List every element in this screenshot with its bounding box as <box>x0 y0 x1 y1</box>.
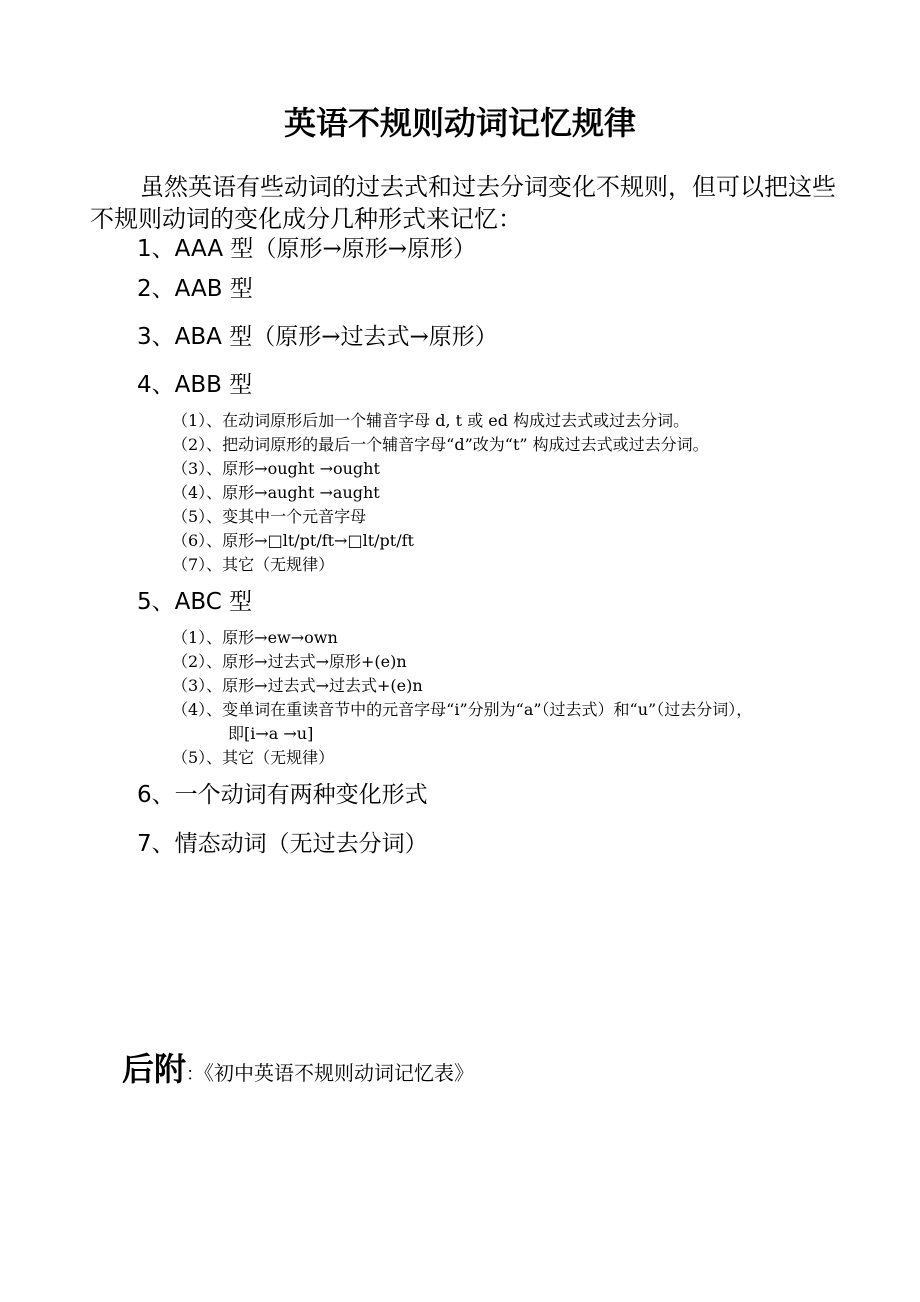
intro-paragraph <box>90 171 850 235</box>
abb-item-7: （7）、其它（无规律） <box>172 555 335 574</box>
type-label: 2、AAB 型 <box>137 276 253 302</box>
abb-item-5: （5）、变其中一个元音字母 <box>172 507 367 526</box>
type-aaa <box>137 234 476 264</box>
abb-item-6: （6）、原形→□lt/pt/ft→□lt/pt/ft <box>172 531 414 550</box>
type-label: 7、情态动词（无过去分词） <box>137 831 428 857</box>
type-abc <box>137 587 252 617</box>
abc-item-4: （4）、变单词在重读音节中的元音字母“i”分别为“a”（过去式）和“u”（过去分词）， <box>172 700 753 719</box>
type-label: 1、AAA 型 <box>137 236 254 262</box>
type-two-forms <box>137 780 428 810</box>
appendix-lead: 后附 <box>122 1050 187 1088</box>
type-label: 5、ABC 型 <box>137 589 253 615</box>
abb-item-2: （2）、把动词原形的最后一个辅音字母“d”改为“t” 构成过去式或过去分词。 <box>172 435 709 454</box>
type-label: 6、一个动词有两种变化形式 <box>137 782 428 808</box>
abc-item-2: （2）、原形→过去式→原形+(e)n <box>172 652 407 671</box>
abb-item-1: （1）、在动词原形后加一个辅音字母 d, t 或 ed 构成过去式或过去分词。 <box>172 411 690 430</box>
type-label: 3、ABA 型 <box>137 324 253 350</box>
abc-item-3: （3）、原形→过去式→过去式+(e)n <box>172 676 423 695</box>
abc-item-1: （1）、原形→ew→own <box>172 628 338 647</box>
type-modal <box>137 829 428 859</box>
abb-item-4: （4）、原形→aught →aught <box>172 483 380 502</box>
page-title: 英语不规则动词记忆规律 <box>283 104 636 142</box>
type-note: （原形→原形→原形） <box>253 236 476 262</box>
appendix-book-title: 《初中英语不规则动词记忆表》 <box>204 1061 475 1085</box>
intro-text: 虽然英语有些动词的过去式和过去分词变化不规则，但可以把这些不规则动词的变化成分几种形式来记忆： <box>90 173 836 233</box>
appendix-colon: ： <box>186 1064 205 1085</box>
abc-item-5: （5）、其它（无规律） <box>172 748 335 767</box>
type-note: （原形→过去式→原形） <box>252 324 498 350</box>
type-aba <box>137 322 498 352</box>
abc-item-4-continuation: 即[i→a →u] <box>228 724 314 743</box>
type-label: 4、ABB 型 <box>137 372 253 398</box>
appendix <box>122 1044 474 1090</box>
abb-item-3: （3）、原形→ought →ought <box>172 459 380 478</box>
type-abb <box>137 370 252 400</box>
type-aab <box>137 274 253 304</box>
